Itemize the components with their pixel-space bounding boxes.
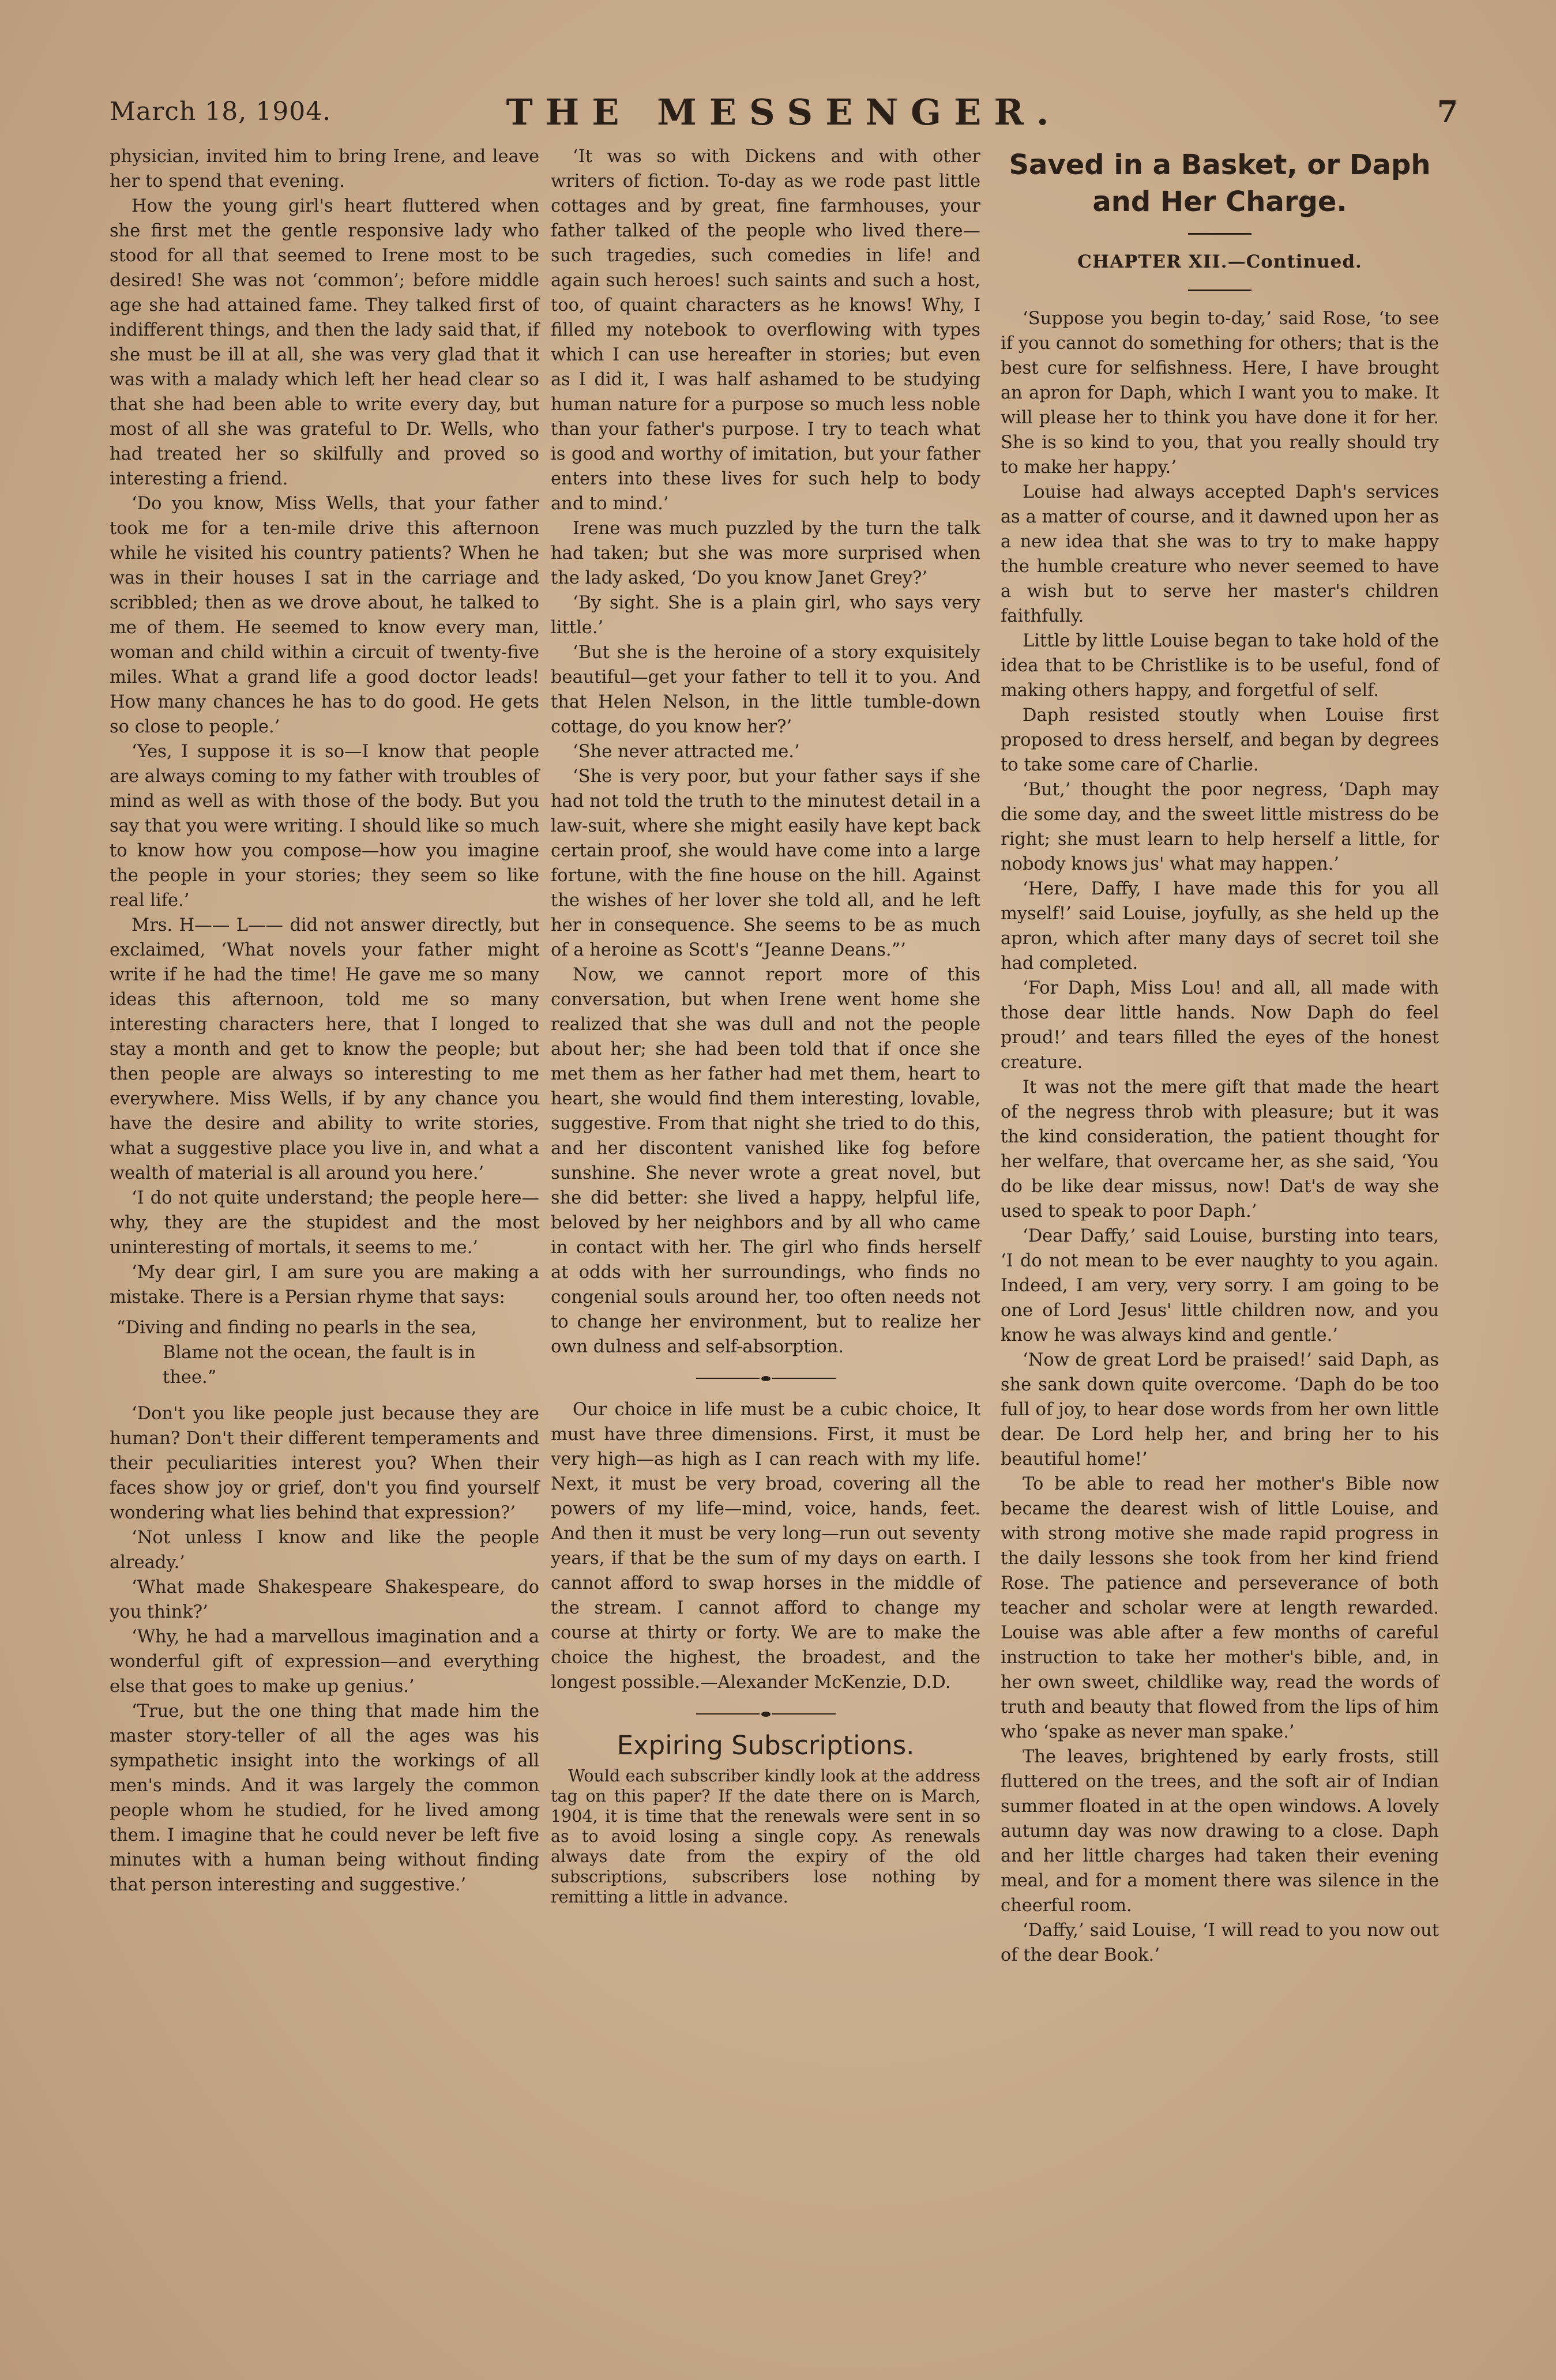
paragraph: Little by little Louise began to take hold of the idea that to be Christlike is to be useful, fond of making others happy, and forgetful of self.: [1001, 631, 1439, 701]
paragraph: Now, we cannot report more of this conversation, but when Irene went home she realized that she was dull and not the people about her; she had been told that if once she met them as her father had met them, heart to heart, she would find them interesting, lovable, suggestive. From that night she tried to do this, and her discontent vanished like fog before sunshine. She never wrote a great novel, but she did better: she lived a happy, helpful life, beloved by her neighbors and by all who came in contact with her. The girl who finds herself at odds with her surroundings, who finds no congenial souls around her, too often needs not to change her environment, but to realize her own dulness and self-absorption.: [551, 965, 980, 1357]
paragraph: ‘Not unless I know and like the people already.’: [110, 1528, 539, 1573]
ornament-divider: [551, 1374, 980, 1382]
paragraph: Would each subscriber kindly look at the address tag on this paper? If the date there on is March, 1904, it is time that the renewals were sent in so as to avoid losing a single copy. As renewals always date from the expiry of the old subscriptions, subscribers lose nothing by remitting a little in advance.: [551, 1766, 980, 1907]
paragraph: ‘By sight. She is a plain girl, who says very little.’: [551, 593, 980, 638]
title-rule: [1188, 233, 1251, 235]
paragraph: ‘Why, he had a marvellous imagination and a wonderful gift of expression—and everything else that goes to make up genius.’: [110, 1627, 539, 1697]
paragraph: To be able to read her mother's Bible now became the dearest wish of little Louise, and with strong motive she made rapid progress in the daily lessons she took from her kind friend Rose. The patience and perseverance of both teacher and scholar were at length rewarded. Louise was able after a few months of careful instruction to take her mother's bible, and, in her own sweet, childlike way, read the words of truth and beauty that flowed from the lips of him who ‘spake as never man spake.’: [1001, 1474, 1439, 1742]
paragraph: ‘What made Shakespeare Shakespeare, do you think?’: [110, 1577, 539, 1622]
paragraph: ‘Don't you like people just because they are human? Don't their different temperaments and their peculiarities interest you? When their faces show joy or grief, don't you find yourself wondering what lies behind that expression?’: [110, 1404, 539, 1523]
ornament-divider: [551, 1710, 980, 1718]
rhyme-line: Blame not the ocean, the fault is in: [163, 1343, 476, 1363]
paragraph: ‘My dear girl, I am sure you are making a mistake. There is a Persian rhyme that says:: [110, 1262, 539, 1307]
paragraph: ‘But,’ thought the poor negress, ‘Daph may die some day, and the sweet little mistress do be right; she must learn to help herself a little, for nobody knows jus' what may happen.’: [1001, 780, 1439, 874]
paragraph: ‘Daffy,’ said Louise, ‘I will read to you now out of the dear Book.’: [1001, 1920, 1439, 1965]
paragraph: Daph resisted stoutly when Louise first proposed to dress herself, and began by degrees to take some care of Charlie.: [1001, 705, 1439, 775]
column-3: [1001, 144, 1439, 1968]
paragraph: ‘Now de great Lord be praised!’ said Daph, as she sank down quite overcome. ‘Daph do be too full of joy, to hear dose words from her own little dear. De Lord help her, and bring her to his beautiful home!’: [1001, 1350, 1439, 1469]
paragraph: ‘Here, Daffy, I have made this for you all myself!’ said Louise, joyfully, as she held up the apron, which after many days of secret toil she had completed.: [1001, 879, 1439, 973]
paragraph: ‘It was so with Dickens and with other writers of fiction. To-day as we rode past little cottages and by great, fine farmhouses, your father talked of the people who lived there—such tragedies, such comedies in life! and again such heroes! such saints and such a host, too, of quaint characters as he knows! Why, I filled my notebook to overflowing with types which I can use hereafter in stories; but even as I did it, I was half ashamed to be studying human nature for a purpose so much less noble than your father's purpose. I try to teach what is good and worthy of imitation, but your father enters into these lives for such help to body and to mind.’: [551, 146, 980, 514]
story-title: Saved in a Basket, or Daph and Her Charge.: [1009, 149, 1431, 218]
paragraph: ‘I do not quite understand; the people here—why, they are the stupidest and the most uninteresting of mortals, it seems to me.’: [110, 1188, 539, 1258]
column-1: [110, 144, 539, 1897]
paragraph: ‘She is very poor, but your father says if she had not told the truth to the minutest detail in a law-suit, where she might easily have kept back certain proof, she would have come into a large fortune, with the fine house on the hill. Against the wishes of her lover she told all, and he left her in consequence. She seems to be as much of a heroine as Scott's “Jeanne Deans.”’: [551, 766, 980, 960]
paragraph: ‘For Daph, Miss Lou! and all, all made with those dear little hands. Now Daph do feel proud!’ and tears filled the eyes of the honest creature.: [1001, 978, 1439, 1073]
paragraph: Our choice in life must be a cubic choice, It must have three dimensions. First, it must be very high—as high as I can reach with my life. Next, it must be very broad, covering all the powers of my life—mind, voice, hands, feet. And then it must be very long—run out seventy years, if that be the sum of my days on earth. I cannot afford to swap horses in the middle of the stream. I cannot afford to change my course at thirty or forty. We are to make the choice the highest, the broadest, and the longest possible.—Alexander McKenzie, D.D.: [551, 1400, 980, 1693]
section-title: Expiring Subscriptions.: [617, 1730, 915, 1761]
paragraph: ‘Suppose you begin to-day,’ said Rose, ‘to see if you cannot do something for others; that is the best cure for selfishness. Here, I have brought an apron for Daph, which I want you to make. It will please her to think you have done it for her. She is so kind to you, that you really should try to make her happy.’: [1001, 309, 1439, 477]
column-2: [551, 144, 980, 1907]
masthead-title: THE MESSENGER.: [506, 91, 1062, 133]
paragraph: Louise had always accepted Daph's services as a matter of course, and it dawned upon her as a new idea that she was to try to make happy the humble creature who never seemed to have a wish but to serve her master's children faithfully.: [1001, 482, 1439, 626]
paragraph: Irene was much puzzled by the turn the talk had taken; but she was more surprised when the lady asked, ‘Do you know Janet Grey?’: [551, 518, 980, 588]
paragraph: It was not the mere gift that made the heart of the negress throb with pleasure; but it was the kind consideration, the patient thought for her welfare, that overcame her, as she said, ‘You do be like dear missus, now! Dat's de way she used to speak to poor Daph.’: [1001, 1077, 1439, 1221]
paragraph: Mrs. H—— L—— did not answer directly, but exclaimed, ‘What novels your father might write if he had the time! He gave me so many ideas this afternoon, told me so many interesting characters here, that I longed to stay a month and get to know the people; but then people are always so interesting to me everywhere. Miss Wells, if by any chance you have the desire and ability to write stories, what a suggestive place you live in, and what a wealth of material is all around you here.’: [110, 915, 539, 1183]
notice-block: [551, 1766, 980, 1907]
persian-rhyme: [110, 1315, 539, 1390]
paragraph: ‘She never attracted me.’: [573, 742, 800, 762]
page-header: [110, 87, 1458, 138]
rhyme-line: thee.”: [163, 1367, 217, 1388]
paragraph: How the young girl's heart fluttered when she first met the gentle responsive lady who stood for all that seemed to Irene most to be desired! She was not ‘common’; before middle age she had attained fame. They talked first of indifferent things, and then the lady said that, if she must be ill at all, she was very glad that it was with a malady which left her head clear so that she had been able to write every day, but most of all she was grateful to Dr. Wells, who had treated her so skilfully and proved so interesting a friend.: [110, 196, 539, 489]
paragraph: ‘True, but the one thing that made him the master story-teller of all the ages was his sympathetic insight into the workings of all men's minds. And it was largely the common people whom he studied, for he lived among them. I imagine that he could never be left five minutes with a human being without finding that person interesting and suggestive.’: [110, 1701, 539, 1895]
paragraph: ‘But she is the heroine of a story exquisitely beautiful—get your father to tell it to you. And that Helen Nelson, in the little tumble-down cottage, do you know her?’: [551, 642, 980, 737]
page-number: 7: [1437, 95, 1458, 130]
chapter-rule: [1188, 289, 1251, 291]
rhyme-line: “Diving and finding no pearls in the sea,: [116, 1318, 477, 1338]
paragraph: physician, invited him to bring Irene, and leave her to spend that evening.: [110, 146, 539, 191]
paragraph: ‘Yes, I suppose it is so—I know that people are always coming to my father with troubles of mind as well as with those of the body. But you say that you were writing. I should like so much to know how you compose—how you imagine the people in your stories; they seem so like real life.’: [110, 742, 539, 911]
paragraph: The leaves, brightened by early frosts, still fluttered on the trees, and the soft air of Indian summer floated in at the open windows. A lovely autumn day was now drawing to a close. Daph and her little charges had taken their evening meal, and for a moment there was silence in the cheerful room.: [1001, 1747, 1439, 1916]
issue-date: March 18, 1904.: [110, 97, 332, 126]
paragraph: ‘Do you know, Miss Wells, that your father took me for a ten-mile drive this afternoon while he visited his country patients? When he was in their houses I sat in the carriage and scribbled; then as we drove about, he talked to me of them. He seemed to know every man, woman and child within a circuit of twenty-five miles. What a grand life a good doctor leads! How many chances he has to do good. He gets so close to people.’: [110, 494, 539, 737]
paragraph: ‘Dear Daffy,’ said Louise, bursting into tears, ‘I do not mean to be ever naughty to you again. Indeed, I am very, very sorry. I am going to be one of Lord Jesus' little children now, and you know he was always kind and gentle.’: [1001, 1226, 1439, 1345]
chapter-heading: CHAPTER XII.—Continued.: [1077, 251, 1362, 272]
